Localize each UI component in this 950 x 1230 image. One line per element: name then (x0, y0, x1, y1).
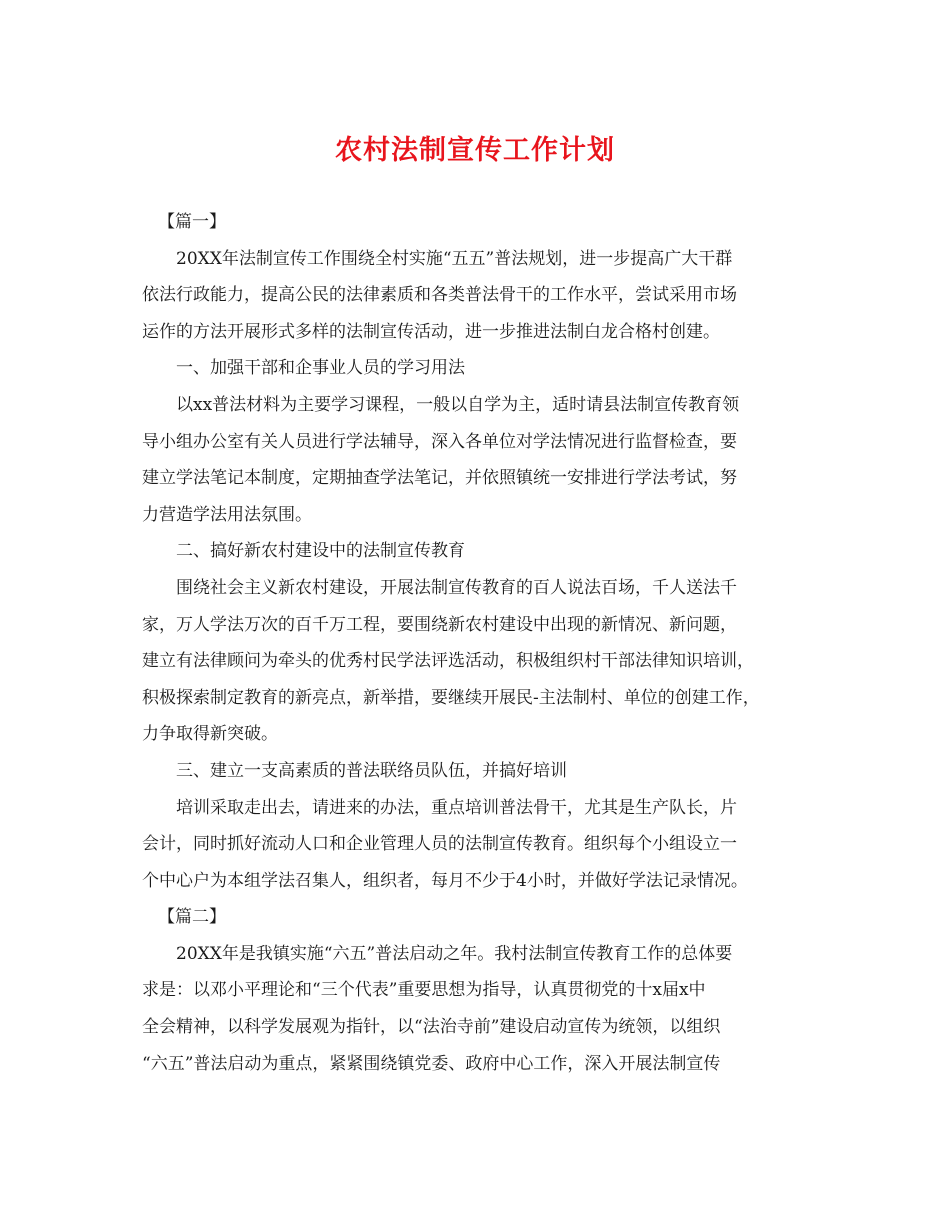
text-line: 二、搞好新农村建设中的法制宣传教育 (176, 541, 465, 562)
text-line: 导小组办公室有关人员进行学法辅导，深入各单位对学法情况进行监督检查，要 (142, 431, 737, 452)
text-line: 求是：以邓小平理论和“三个代表”重要思想为指导，认真贯彻党的十x届x中 (142, 980, 706, 1001)
text-line: 一、加强干部和企事业人员的学习用法 (176, 358, 465, 379)
text-line: 20XX年是我镇实施“六五”普法启动之年。我村法制宣传教育工作的总体要 (176, 943, 733, 964)
text-line: 家，万人学法万次的百千万工程，要围绕新农村建设中出现的新情况、新问题， (142, 614, 737, 635)
text-line: 围绕社会主义新农村建设，开展法制宣传教育的百人说法百场，千人送法千 (176, 577, 737, 598)
text-line: 培训采取走出去，请进来的办法，重点培训普法骨干，尤其是生产队长，片 (176, 797, 737, 818)
text-line: 力争取得新突破。 (142, 724, 278, 745)
text-line: 运作的方法开展形式多样的法制宣传活动，进一步推进法制白龙合格村创建。 (142, 321, 720, 342)
text-line: 积极探索制定教育的新亮点，新举措，要继续开展民-主法制村、单位的创建工作， (142, 687, 760, 708)
document-body (142, 204, 812, 1082)
text-line: “六五”普法启动为重点，紧紧围绕镇党委、政府中心工作，深入开展法制宣传 (142, 1053, 721, 1074)
text-line: 三、建立一支高素质的普法联络员队伍，并搞好培训 (176, 760, 567, 781)
text-line: 建立有法律顾问为牵头的优秀村民学法评选活动，积极组织村干部法律知识培训， (142, 651, 754, 672)
text-line: 会计，同时抓好流动人口和企业管理人员的法制宣传教育。组织每个小组设立一 (142, 834, 737, 855)
text-line: 个中心户为本组学法召集人，组织者，每月不少于4小时，并做好学法记录情况。 (142, 870, 748, 891)
text-line: 20XX年法制宣传工作围绕全村实施“五五”普法规划，进一步提高广大干群 (176, 248, 733, 269)
text-line: 以xx普法材料为主要学习课程，一般以自学为主，适时请县法制宣传教育领 (176, 394, 740, 415)
text-line: 建立学法笔记本制度，定期抽查学法笔记，并依照镇统一安排进行学法考试，努 (142, 468, 737, 489)
text-line: 依法行政能力，提高公民的法律素质和各类普法骨干的工作水平，尝试采用市场 (142, 285, 737, 306)
section-heading: 【篇二】 (158, 907, 226, 928)
section-heading: 【篇一】 (158, 212, 226, 232)
text-line: 力营造学法用法氛围。 (142, 504, 312, 525)
document-title: 农村法制宣传工作计划 (335, 135, 615, 166)
text-line: 全会精神，以科学发展观为指针，以“法治寺前”建设启动宣传为统领，以组织 (142, 1017, 721, 1038)
